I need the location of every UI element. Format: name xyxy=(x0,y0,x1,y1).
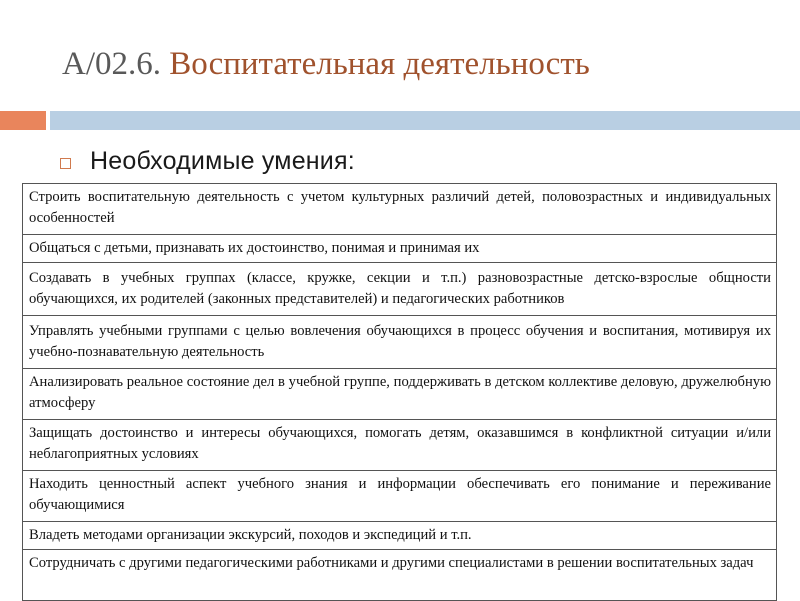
table-cell: Владеть методами организации экскурсий, походов и экспедиций и т.п. xyxy=(23,522,777,550)
table-cell: Строить воспитательную деятельность с учетом культурных различий детей, половозрастных и индивидуальных особенностей xyxy=(23,184,777,235)
bullet-square-icon xyxy=(60,158,71,169)
table-row xyxy=(23,550,777,601)
table-cell: Находить ценностный аспект учебного знания и информации обеспечивать его понимание и переживание обучающимися xyxy=(23,471,777,522)
table-cell: Управлять учебными группами с целью вовлечения обучающихся в процесс обучения и воспитания, мотивируя их учебно-познавательную деятельность xyxy=(23,316,777,369)
table-row xyxy=(23,184,777,235)
table-row xyxy=(23,316,777,369)
slide-title xyxy=(62,40,590,88)
table-row xyxy=(23,235,777,263)
skills-table xyxy=(22,183,777,601)
accent-bar-orange xyxy=(0,111,46,130)
table-cell: Общаться с детьми, признавать их достоинство, понимая и принимая их xyxy=(23,235,777,263)
bullet-row xyxy=(60,143,355,179)
table-row xyxy=(23,471,777,522)
title-text: Воспитательная деятельность xyxy=(169,46,590,82)
table-cell: Сотрудничать с другими педагогическими работниками и другими специалистами в решении воспитательных задач xyxy=(23,550,777,601)
table-cell: Защищать достоинство и интересы обучающихся, помогать детям, оказавшимся в конфликтной ситуации и/или неблагоприятных условиях xyxy=(23,420,777,471)
table-row xyxy=(23,522,777,550)
table-cell: Анализировать реальное состояние дел в учебной группе, поддерживать в детском коллективе деловую, дружелюбную атмосферу xyxy=(23,369,777,420)
title-code: А/02.6. xyxy=(62,46,161,82)
table-cell: Создавать в учебных группах (классе, кружке, секции и т.п.) разновозрастные детско-взрослые общности обучающихся, их родителей (законных представителей) и педагогических работников xyxy=(23,263,777,316)
subheading: Необходимые умения: xyxy=(90,146,355,175)
table-row xyxy=(23,369,777,420)
accent-bar-blue xyxy=(50,111,800,130)
table-row xyxy=(23,263,777,316)
table-row xyxy=(23,420,777,471)
